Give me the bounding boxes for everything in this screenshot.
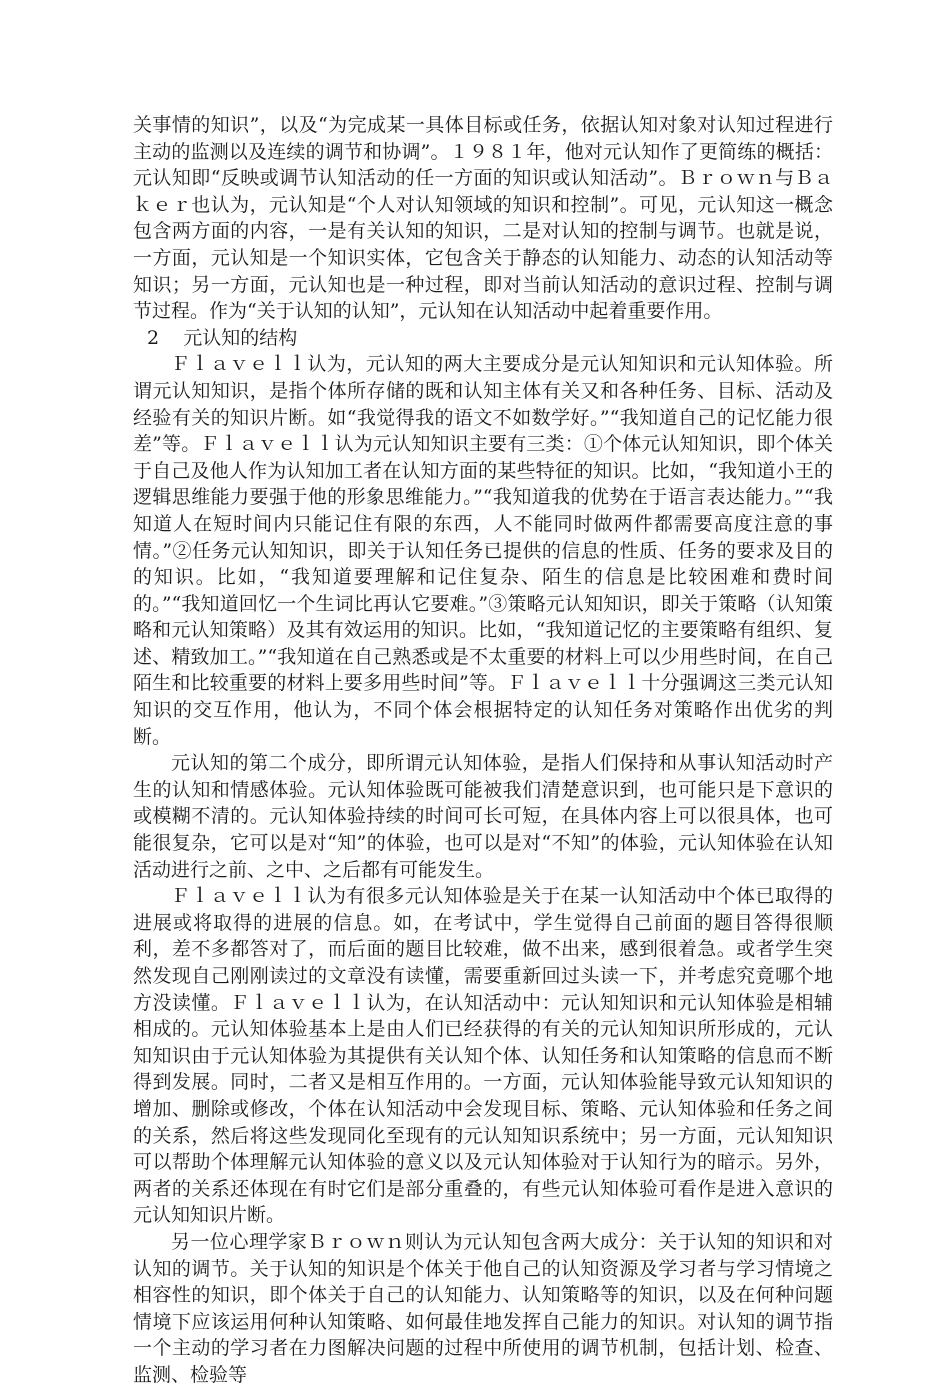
paragraph-flavell-relationship: Ｆｌａｖｅｌｌ认为有很多元认知体验是关于在某一认知活动中个体已取得的进展或将取得的进展的信息。如，在考试中，学生觉得自己前面的题目答得很顺利，差不多都答对了，而后面的题目比较难，做不出来，感到很着急。或者学生突然发现自己刚刚读过的文章没有读懂，需要重新回过头读一下，并考虑究竟哪个地方没读懂。Ｆｌａｖｅｌｌ认为，在认知活动中：元认知知识和元认知体验是相辅相成的。元认知体验基本上是由人们已经获得的有关的元认知知识所形成的，元认知知识由于元认知体验为其提供有关认知个体、认知任务和认知策略的信息而不断得到发展。同时，二者又是相互作用的。一方面，元认知体验能导致元认知知识的增加、删除或修改，个体在认知活动中会发现目标、策略、元认知体验和任务之间的关系，然后将这些发现同化至现有的元认知知识系统中；另一方面，元认知知识可以帮助个体理解元认知体验的意义以及元认知体验对于认知行为的暗示。另外，两者的关系还体现在有时它们是部分重叠的，有些元认知体验可看作是进入意识的元认知知识片断。: [133, 885, 833, 1227]
paragraph-flavell-components: Ｆｌａｖｅｌｌ认为，元认知的两大主要成分是元认知知识和元认知体验。所谓元认知知识，是指个体所存储的既和认知主体有关又和各种任务、目标、活动及经验有关的知识片断。如“我觉得我的语文不如数学好。”“我知道自己的记忆能力很差”等。Ｆｌａｖｅｌｌ认为元认知知识主要有三类：①个体元认知知识，即个体关于自己及他人作为认知加工者在认知方面的某些特征的知识。比如，“我知道小王的逻辑思维能力要强于他的形象思维能力。”“我知道我的优势在于语言表达能力。”“我知道人在短时间内只能记住有限的东西，人不能同时做两件都需要高度注意的事情。”②任务元认知知识，即关于认知任务已提供的信息的性质、任务的要求及目的的知识。比如，“我知道要理解和记住复杂、陌生的信息是比较困难和费时间的。”“我知道回忆一个生词比再认它要难。”③策略元认知知识，即关于策略（认知策略和元认知策略）及其有效运用的知识。比如，“我知道记忆的主要策略有组织、复述、精致加工。”“我知道在自己熟悉或是不太重要的材料上可以少用些时间，在自己陌生和比较重要的材料上要多用些时间”等。Ｆｌａｖｅｌｌ十分强调这三类元认知知识的交互作用，他认为，不同个体会根据特定的认知任务对策略作出优劣的判断。: [133, 353, 833, 748]
document-page: [133, 112, 833, 1389]
paragraph-brown: 另一位心理学家Ｂｒｏｗｎ则认为元认知包含两大成分：关于认知的知识和对认知的调节。关于认知的知识是个体关于他自己的认知资源及学习者与学习情境之相容性的知识，即个体关于自己的认知能力、认知策略等的知识，以及在何种问题情境下应该运用何种认知策略、如何最佳地发挥自己能力的知识。对认知的调节指一个主动的学习者在力图解决问题的过程中所使用的调节机制，包括计划、检查、监测、检验等: [133, 1230, 833, 1386]
paragraph-continuation: 关事情的知识”，以及“为完成某一具体目标或任务，依据认知对象对认知过程进行主动的监测以及连续的调节和协调”。１９８１年，他对元认知作了更简练的概括：元认知即“反映或调节认知活动的任一方面的知识或认知活动”。Ｂｒｏｗｎ与Ｂａｋｅｒ也认为，元认知是“个人对认知领域的知识和控制”。可见，元认知这一概念包含两方面的内容，一是有关认知的知识，二是对认知的控制与调节。也就是说，一方面，元认知是一个知识实体，它包含关于静态的认知能力、动态的认知活动等知识；另一方面，元认知也是一种过程，即对当前认知活动的意识过程、控制与调节过程。作为“关于认知的认知”，元认知在认知活动中起着重要作用。: [133, 114, 833, 323]
section-heading: 2 元认知的结构: [147, 326, 298, 349]
paragraph-metacognitive-experience: 元认知的第二个成分，即所谓元认知体验，是指人们保持和从事认知活动时产生的认知和情感体验。元认知体验既可能被我们清楚意识到，也可能只是下意识的或模糊不清的。元认知体验持续的时间可长可短，在具体内容上可以很具体，也可能很复杂，它可以是对“知”的体验，也可以是对“不知”的体验，元认知体验在认知活动进行之前、之中、之后都有可能发生。: [133, 752, 833, 881]
